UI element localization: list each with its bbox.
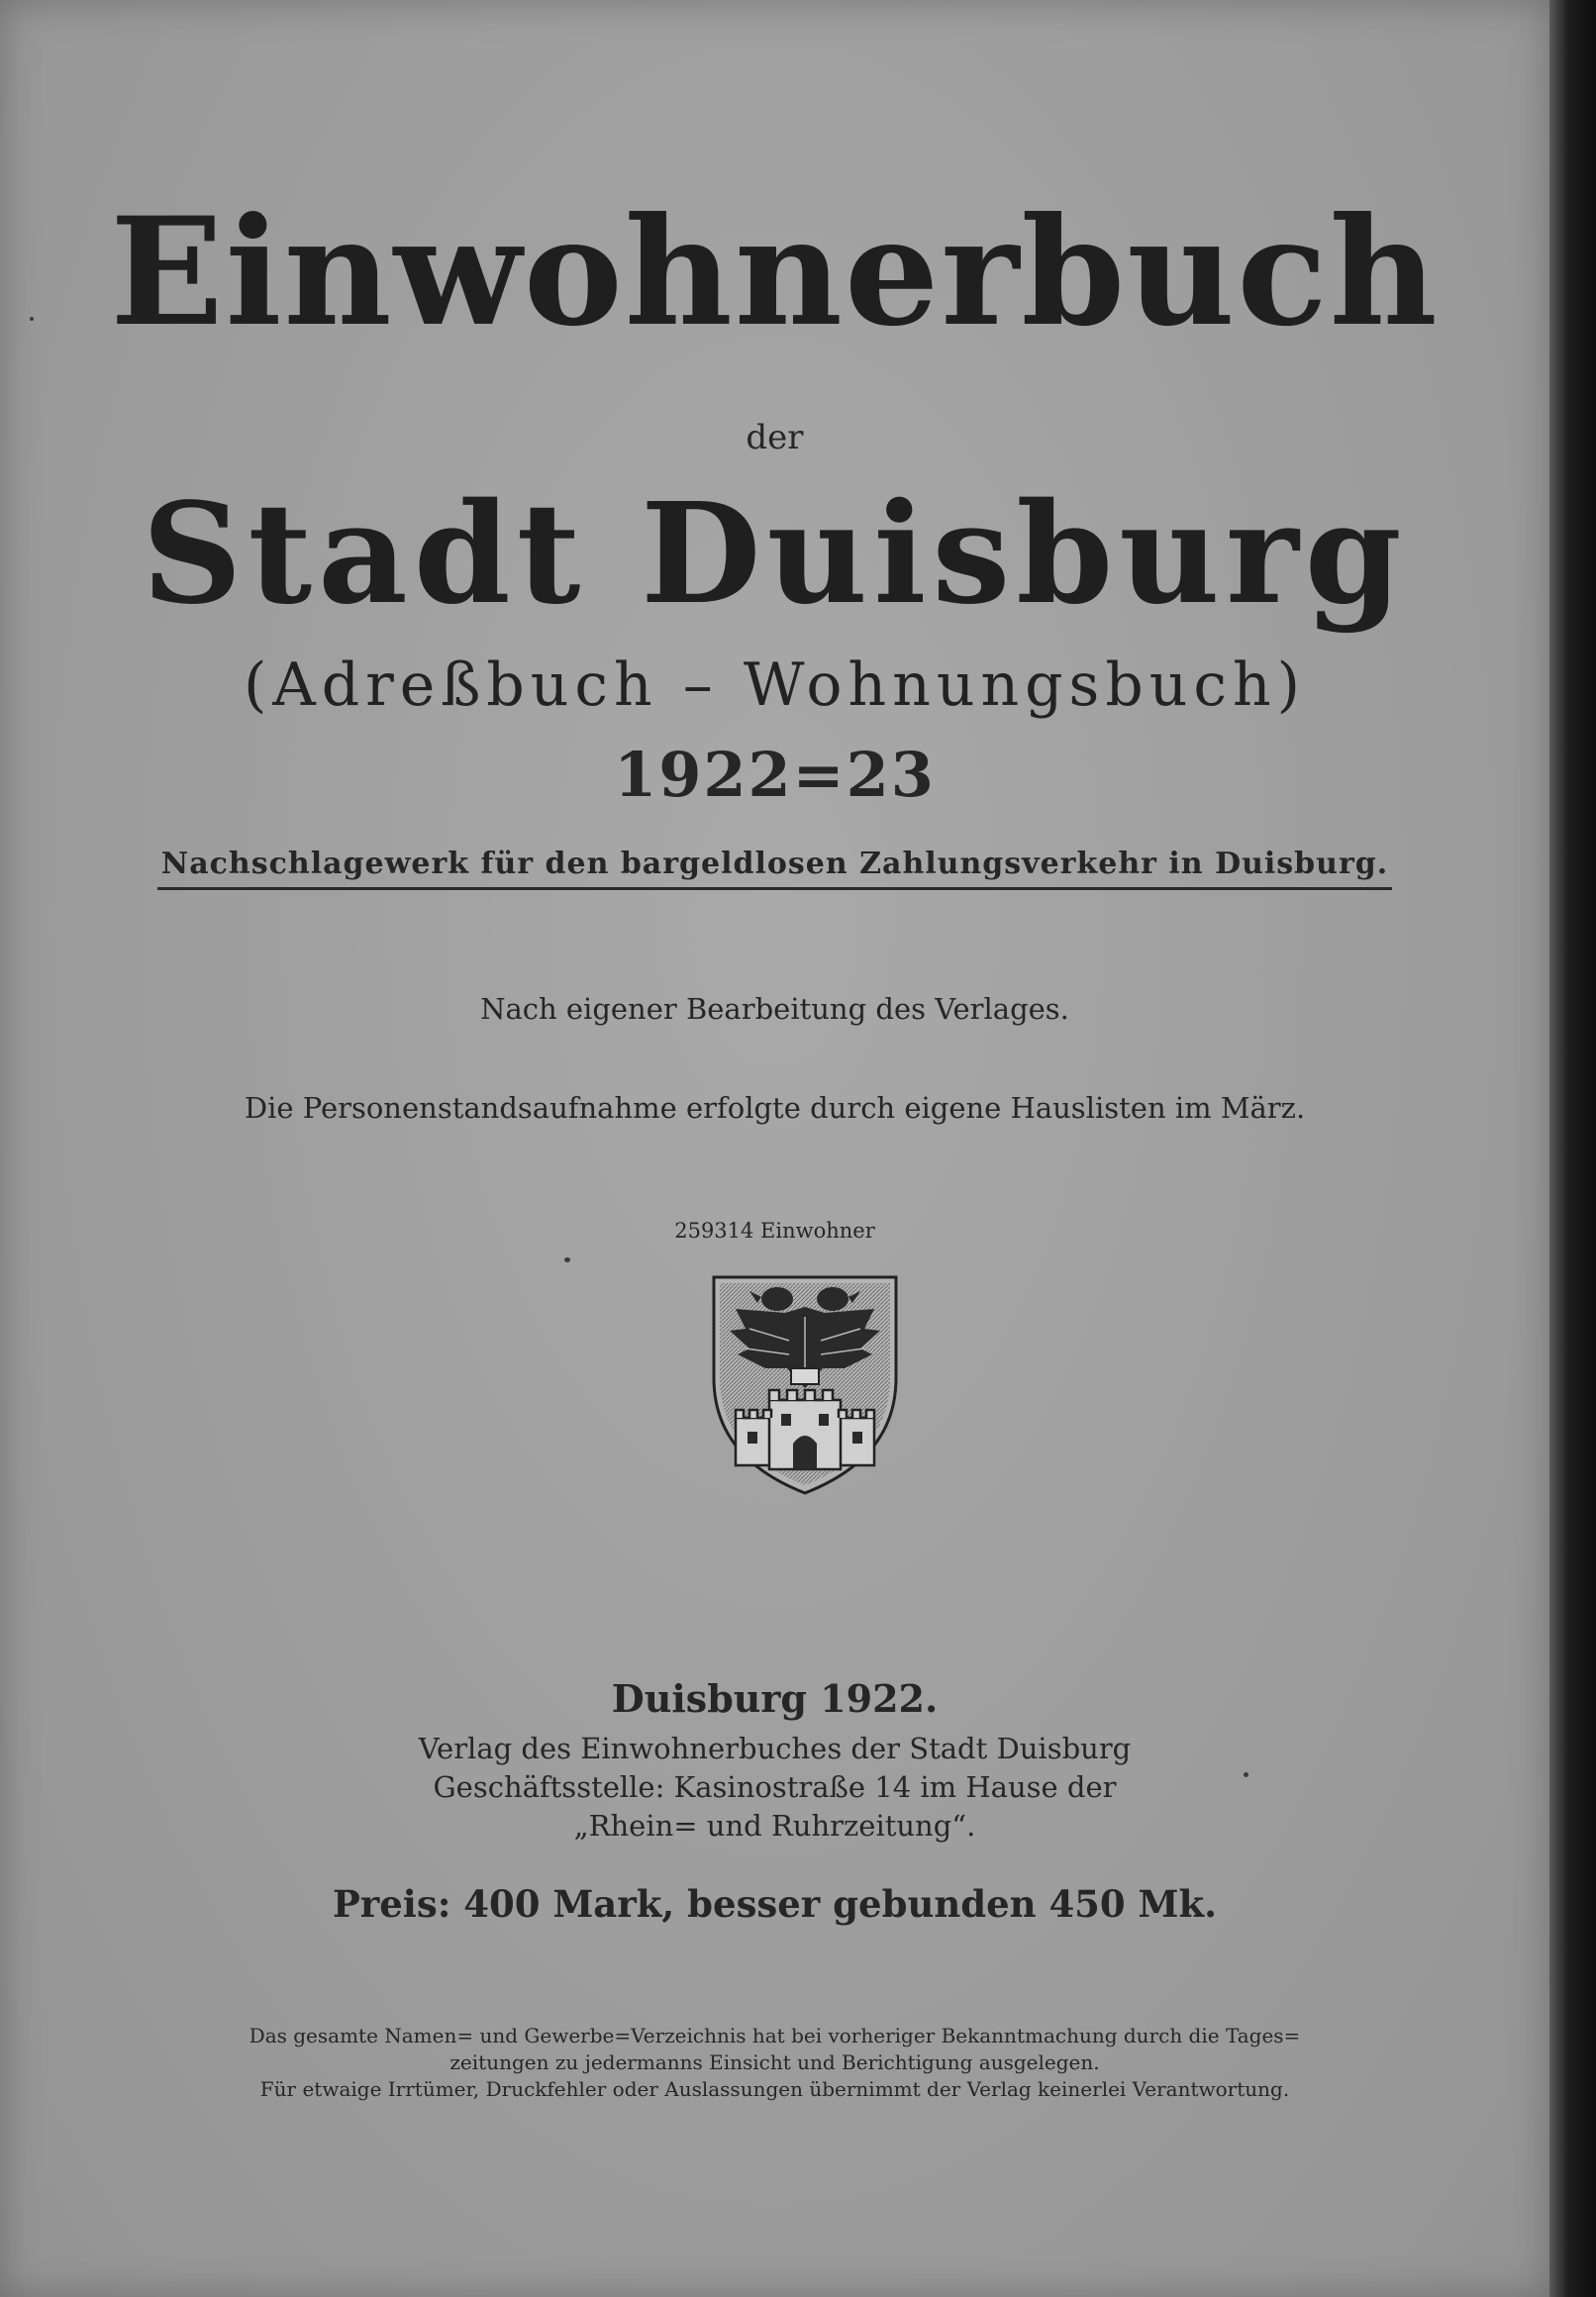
subtitle: (Adreßbuch – Wohnungsbuch) [243,650,1307,720]
reference-line [0,849,1549,879]
footer-notice [0,2023,1549,2103]
newspaper-line: „Rhein= und Ruhrzeitung“. [573,1809,976,1844]
page-title: Einwohnerbuch [110,185,1440,359]
publisher-block [0,1730,1549,1846]
footer-line-3: Für etwaige Irrtümer, Druckfehler oder Auslassungen übernimmt der Verlag keinerlei Verantwortung. [259,2077,1290,2101]
imprint-place-year: Duisburg 1922. [611,1676,939,1721]
publisher-line: Verlag des Einwohnerbuches der Stadt Duisburg [418,1732,1132,1765]
city-name: Stadt Duisburg [142,473,1408,636]
paper-speck [1244,1772,1248,1777]
paper-speck [30,317,34,321]
census-note: Die Personenstandsaufnahme erfolgte durch eigene Hauslisten im März. [244,1091,1306,1125]
footer-line-2: zeitungen zu jedermanns Einsicht und Berichtigung ausgelegen. [449,2050,1100,2074]
population-count: 259314 Einwohner [674,1219,875,1243]
reference-text: Nachschlagewerk für den bargeldlosen Zahlungsverkehr in Duisburg. [157,847,1392,890]
editing-note: Nach eigener Bearbeitung des Verlages. [480,992,1069,1026]
footer-line-1: Das gesamte Namen= und Gewerbe=Verzeichnis hat bei vorheriger Bekanntmachung durch die Tages= [249,2024,1301,2047]
title-connector: der [746,418,804,457]
office-line: Geschäftsstelle: Kasinostraße 14 im Hause der [433,1770,1117,1805]
price-line: Preis: 400 Mark, besser gebunden 450 Mk. [332,1882,1218,1926]
scan-page-edge [1549,0,1596,2297]
paper-speck [564,1257,570,1262]
duisburg-coat-of-arms-icon [706,1269,904,1497]
edition-years: 1922=23 [614,739,936,811]
